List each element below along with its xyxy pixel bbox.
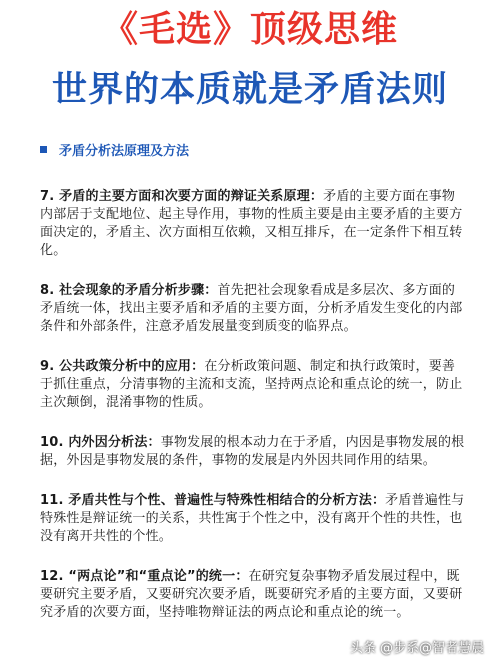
item-heading: 8. 社会现象的矛盾分析步骤： (40, 283, 218, 298)
watermark: 头条 @步系@智者慧晨 (349, 641, 484, 656)
principle-item-12 (40, 568, 468, 622)
principle-item-11 (40, 492, 468, 546)
item-body: 事物发展的根本动力在于矛盾，内因是事物发展的根据，外因是事物发展的条件，事物的发展是内外因共同作用的结果。 (40, 435, 465, 468)
section-heading (40, 140, 189, 159)
item-heading: 11. 矛盾共性与个性、普遍性与特殊性相结合的分析方法： (40, 493, 386, 508)
item-body: 矛盾普遍性与特殊性是辩证统一的关系，共性寓于个性之中，没有离开个性的共性，也没有离开共性的个性。 (40, 493, 465, 544)
item-body: 在研究复杂事物矛盾发展过程中，既要研究主要矛盾，又要研究次要矛盾，既要研究矛盾的主要方面，又要研究矛盾的次要方面，坚持唯物辩证法的两点论和重点论的统一。 (40, 569, 463, 620)
principle-item-9 (40, 358, 468, 412)
square-bullet-icon (40, 146, 47, 153)
item-heading: 10. 内外因分析法： (40, 435, 161, 450)
item-body: 在分析政策问题、制定和执行政策时，要善于抓住重点，分清事物的主流和支流，坚持两点论和重点论的统一，防止主次颠倒，混淆事物的性质。 (40, 359, 463, 410)
principle-list (40, 175, 468, 644)
item-body: 首先把社会现象看成是多层次、多方面的矛盾统一体，找出主要矛盾和矛盾的主要方面，分析矛盾发生变化的内部条件和外部条件，注意矛盾发展量变到质变的临界点。 (40, 283, 463, 334)
item-heading: 12. “两点论”和“重点论”的统一： (40, 569, 249, 584)
subtitle: 世界的本质就是矛盾法则 (51, 70, 448, 110)
principle-item-10 (40, 434, 468, 470)
section-heading-text: 矛盾分析法原理及方法 (59, 144, 190, 159)
principle-item-7 (40, 188, 468, 260)
item-heading: 7. 矛盾的主要方面和次要方面的辩证关系原理： (40, 189, 324, 204)
item-body: 矛盾的主要方面在事物内部居于支配地位、起主导作用，事物的性质主要是由主要矛盾的主要方面决定的，矛盾主、次方面相互依赖，又相互排斥，在一定条件下相互转化。 (40, 189, 463, 258)
principle-item-8 (40, 282, 468, 336)
main-title: 《毛选》顶级思维 (101, 9, 398, 50)
item-heading: 9. 公共政策分析中的应用： (40, 359, 205, 374)
